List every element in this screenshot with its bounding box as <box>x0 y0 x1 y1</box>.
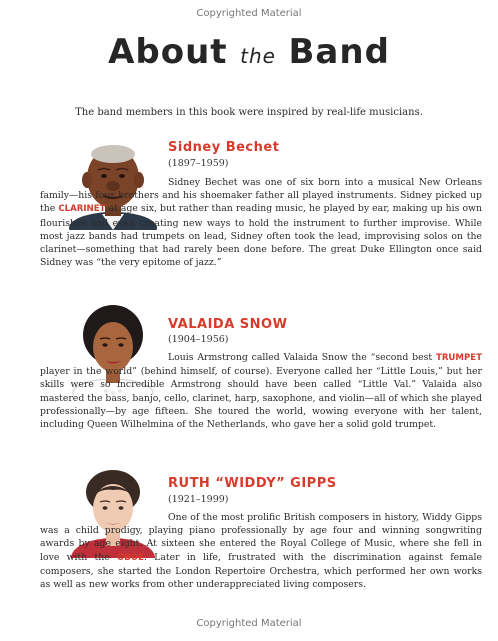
sidney-bechet-bio <box>40 176 482 269</box>
sidney-bechet-years: (1897–1959) <box>168 158 229 169</box>
sidney-bechet-bio-text-2: at age six, but rather than reading music, he played by ear, making up his own flourishes and even creating new ways to hold the instrument to further improvise. While most jazz bands had trumpets on lead, Sidney often took the lead, improvising solos on the clarinet—something that had rarely been done before. The great Duke Ellington once said Sidney was “the very epitome of jazz.” <box>40 203 482 269</box>
ruth-gipps-name: RUTH “WIDDY” GIPPS <box>168 476 337 491</box>
sidney-bechet-bio-text-1: Sidney Bechet was one of six born into a musical New Orleans family—his four brothers and his shoemaker father all played instruments. Sidney picked up the <box>40 177 482 215</box>
title-word-about: About <box>108 32 228 72</box>
copyright-notice-top: Copyrighted Material <box>196 8 302 19</box>
title-word-band: Band <box>288 32 390 72</box>
valaida-snow-bio-text-1: Louis Armstrong called Valaida Snow the “second best <box>168 352 436 363</box>
oboe-highlight: OBOE <box>116 552 144 563</box>
valaida-snow-name: VALAIDA SNOW <box>168 317 288 332</box>
title-word-the: the <box>240 44 276 68</box>
clarinet-highlight: CLARINET <box>58 204 106 215</box>
page-title <box>0 32 498 72</box>
trumpet-highlight: TRUMPET <box>435 353 482 363</box>
ruth-gipps-bio-text-2: . Later in life, frustrated with the discrimination against female composers, she started the London Repertoire Orchestra, which performed her own works as well as new works from other underappreciated living composers. <box>40 551 482 591</box>
copyright-notice-bottom: Copyrighted Material <box>196 618 302 629</box>
valaida-snow-years: (1904–1956) <box>168 334 229 345</box>
sidney-bechet-name: Sidney Bechet <box>168 140 280 155</box>
valaida-snow-bio-text-2: player in the world” (behind himself, of course). Everyone called her “Little Louis,” but her skills were so incredible Armstrong should have been called “Little Val.” Valaida also mastered the bass, banjo, cello, clarinet, harp, saxophone, and violin—all of which she played professionally—by age fifteen. She toured the world, wowing everyone with her talent, including Queen Wilhelmina of the Netherlands, who gave her a solid gold trumpet. <box>40 366 482 431</box>
ruth-gipps-bio <box>40 511 482 591</box>
ruth-gipps-bio-text-1: One of the most prolific British composers in history, Widdy Gipps was a child prodigy, playing piano professionally by age four and winning songwriting awards by age eight. At sixteen she entered the Royal College of Music, where she fell in love with the <box>40 512 482 563</box>
ruth-gipps-years: (1921–1999) <box>168 494 229 505</box>
valaida-snow-bio <box>40 351 482 431</box>
intro-text: The band members in this book were inspired by real-life musicians. <box>75 107 423 118</box>
